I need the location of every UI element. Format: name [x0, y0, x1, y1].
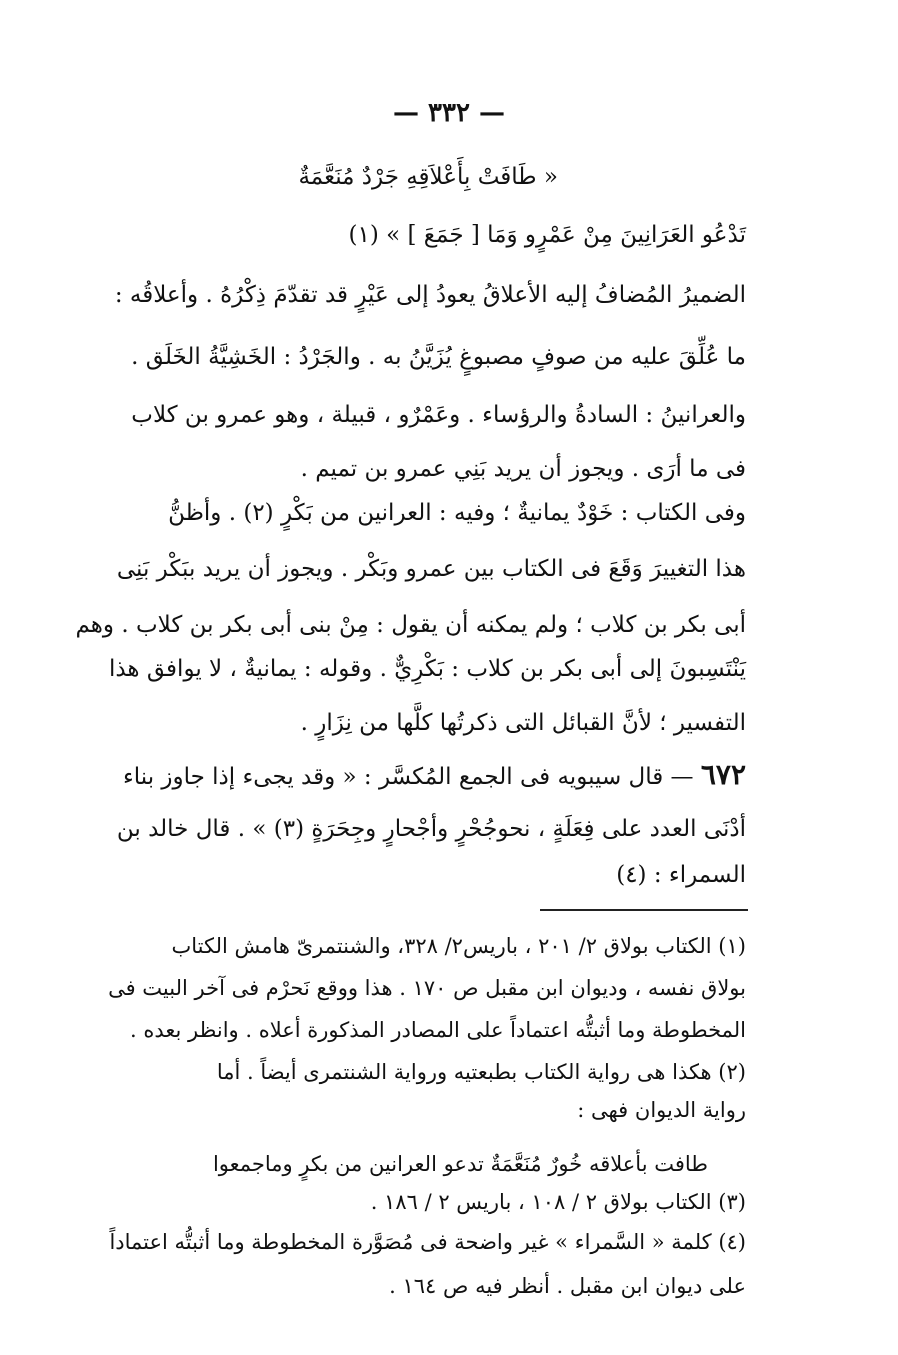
section-number: ٦٧٢ — [700, 758, 746, 791]
verse-line-2: تَدْعُو العَرَانِينَ مِنْ عَمْرٍو وَمَا [ جَمَعَ ] » (١) — [348, 222, 746, 248]
section-first-line — [122, 758, 746, 794]
footnote-line: رواية الديوان فهى : — [577, 1098, 746, 1122]
body-line: هذا التغييرَ وَقَعَ فى الكتاب بين عمرو وبَكْر . ويجوز أن يريد ببَكْر بَنِى — [116, 556, 746, 582]
verse-line-1: « طَافَتْ بِأَعْلاَقِهِ جَرْدٌ مُنَعَّمَةٌ — [298, 164, 558, 190]
body-line: أبى بكر بن كلاب ؛ ولم يمكنه أن يقول : مِنْ بنى أبى بكر بن كلاب . وهم — [75, 612, 746, 638]
footnote-line: (٢) هكذا هى رواية الكتاب بطبعتيه ورواية الشنتمرى أيضاً . أما — [216, 1060, 746, 1084]
footnote-separator — [540, 909, 748, 911]
footnote-line: بولاق نفسه ، وديوان ابن مقبل ص ١٧٠ . هذا ووقع نَحرْم فى آخر البيت فى — [108, 976, 746, 1000]
body-line: والعرانينُ : السادةُ والرؤساء . وعَمْرٌو ، قبيلة ، وهو عمرو بن كلاب — [131, 402, 746, 428]
section-text: — قال سيبويه فى الجمع المُكسَّر : « وقد يجىء إذا جاوز بناء — [122, 764, 694, 790]
body-line: الضميرُ المُضافُ إليه الأعلاقُ يعودُ إلى عَيْرٍ قد تقدّمَ ذِكْرُهُ . وأعلاقُه : — [114, 282, 746, 308]
footnote-line: على ديوان ابن مقبل . أنظر فيه ص ١٦٤ . — [389, 1274, 746, 1298]
footnote-verse: طافت بأعلاقه خُورٌ مُنَعَّمَةٌ تدعو العرانين من بكرٍ وماجمعوا — [212, 1152, 708, 1176]
footnote-line: (١) الكتاب بولاق ٢/ ٢٠١ ، باريس٢/ ٣٢٨، والشنتمرىّ هامش الكتاب — [171, 934, 746, 958]
body-line: فى ما أرَى . ويجوز أن يريد بَنِي عمرو بن تميم . — [300, 456, 746, 482]
body-line: وفى الكتاب : خَوْدٌ يمانيةٌ ؛ وفيه : العرانين من بَكْرٍ (٢) . وأظنُّ — [168, 500, 746, 526]
section-line: السمراء : (٤) — [616, 862, 746, 888]
body-line: التفسير ؛ لأنَّ القبائل التى ذكرتُها كلَّها من نِزَارٍ . — [300, 710, 746, 736]
body-line: ما عُلِّقَ عليه من صوفٍ مصبوغٍ يُزَيَّنُ به . والجَرْدُ : الخَشِيَّةُ الخَلَق . — [131, 344, 746, 370]
page-number: — ٣٣٢ — — [392, 98, 506, 128]
footnote-line: (٤) كلمة « السَّمراء » غير واضحة فى مُصَوَّرة المخطوطة وما أثبتُّه اعتماداً — [109, 1230, 746, 1254]
footnote-line: المخطوطة وما أثبتُّه اعتماداً على المصادر المذكورة أعلاه . وانظر بعده . — [130, 1018, 746, 1042]
section-line: أدْنَى العدد على فِعَلَةٍ ، نحوجُحْرٍ وأجْحارٍ وجِحَرَةٍ (٣) » . قال خالد بن — [116, 816, 746, 842]
footnote-line: (٣) الكتاب بولاق ٢ / ١٠٨ ، باريس ٢ / ١٨٦ . — [370, 1190, 746, 1214]
body-line: يَنْتَسِبونَ إلى أبى بكر بن كلاب : بَكْرِيٌّ . وقوله : يمانيةٌ ، لا يوافق هذا — [108, 656, 746, 682]
